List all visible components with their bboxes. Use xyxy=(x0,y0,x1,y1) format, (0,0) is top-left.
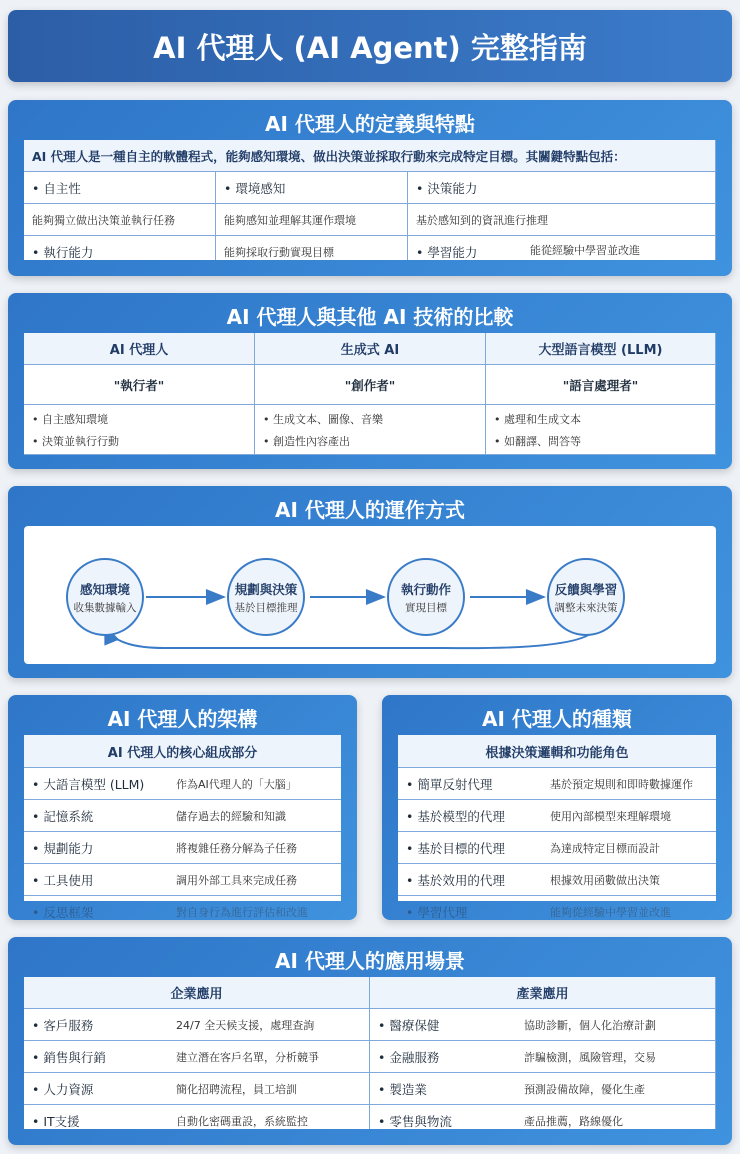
item-name: • 大語言模型 (LLM) xyxy=(32,776,145,792)
item-description: 調用外部工具來完成任務 xyxy=(176,873,297,887)
item-description: 為達成特定目標而設計 xyxy=(550,841,660,855)
section-heading: AI 代理人的架構 xyxy=(107,707,258,731)
workflow-step-subtitle: 調整未來決策 xyxy=(554,601,618,614)
table-subheading: 根據決策邏輯和功能角色 xyxy=(398,735,716,768)
list-item xyxy=(24,800,341,832)
application-name: • 零售與物流 xyxy=(378,1113,452,1129)
item-name: • 反思框架 xyxy=(32,905,94,920)
application-item xyxy=(370,1073,716,1105)
comparison-role: "執行者" xyxy=(24,365,255,405)
workflow-step-subtitle: 實現目標 xyxy=(405,601,447,614)
item-description: 作為AI代理人的「大腦」 xyxy=(176,777,297,791)
workflow-step xyxy=(547,558,625,636)
feature-description: 能夠獨立做出決策並執行任務 xyxy=(24,204,216,236)
item-name: • 基於模型的代理 xyxy=(406,808,505,824)
feature-description: 基於感知到的資訊進行推理 xyxy=(408,204,716,236)
list-item xyxy=(24,896,341,928)
list-item xyxy=(398,896,716,928)
item-description: 將複雜任務分解為子任務 xyxy=(176,841,297,855)
workflow-section xyxy=(8,486,732,678)
application-item xyxy=(24,1009,370,1041)
application-description: 預測設備故障，優化生產 xyxy=(524,1082,645,1096)
item-name: • 學習代理 xyxy=(406,905,468,920)
application-description: 詐騙檢測，風險管理，交易 xyxy=(524,1050,656,1064)
workflow-step-title: 反饋與學習 xyxy=(554,581,618,597)
feature-name: • 學習能力 xyxy=(408,236,716,260)
application-name: • 製造業 xyxy=(378,1081,427,1097)
item-description: 能夠從經驗中學習並改進 xyxy=(550,906,671,919)
workflow-step-subtitle: 收集數據輸入 xyxy=(73,601,137,614)
list-item xyxy=(398,832,716,864)
workflow-step-subtitle: 基於目標推理 xyxy=(234,601,298,614)
feature-description: 能夠感知並理解其運作環境 xyxy=(216,204,408,236)
application-description: 24/7 全天候支援，處理查詢 xyxy=(176,1018,315,1032)
application-description: 建立潛在客戶名單，分析競爭 xyxy=(176,1050,319,1064)
applications-section xyxy=(8,937,732,1145)
comparison-column-header: 生成式 AI xyxy=(255,333,486,365)
architecture-table xyxy=(24,735,341,920)
comparison-points xyxy=(486,405,716,455)
workflow-step xyxy=(387,558,465,636)
item-description: 儲存過去的經驗和知識 xyxy=(176,809,286,823)
section-heading: AI 代理人的種類 xyxy=(482,707,632,731)
comparison-point: • 創造性內容產出 xyxy=(263,434,350,448)
item-name: • 簡單反射代理 xyxy=(406,776,493,792)
workflow-step-title: 規劃與決策 xyxy=(234,581,298,597)
item-name: • 記憶系統 xyxy=(32,808,94,824)
comparison-points xyxy=(24,405,255,455)
architecture-section xyxy=(8,695,357,920)
comparison-points xyxy=(255,405,486,455)
application-name: • 醫療保健 xyxy=(378,1017,440,1033)
comparison-point: • 如翻譯、問答等 xyxy=(494,434,581,448)
list-item xyxy=(398,864,716,896)
feature-name: • 執行能力 xyxy=(24,236,216,260)
section-heading: AI 代理人的定義與特點 xyxy=(265,112,475,136)
page-title: AI 代理人 (AI Agent) 完整指南 xyxy=(8,10,732,82)
section-heading: AI 代理人的運作方式 xyxy=(275,498,465,522)
definition-section xyxy=(8,100,732,276)
workflow-step xyxy=(66,558,144,636)
applications-table xyxy=(24,977,716,1129)
list-item xyxy=(24,864,341,896)
list-item xyxy=(398,768,716,800)
item-description: 基於預定規則和即時數據運作 xyxy=(550,777,693,791)
comparison-column-header: AI 代理人 xyxy=(24,333,255,365)
application-column-header: 企業應用 xyxy=(24,977,370,1009)
item-description: 使用內部模型來理解環境 xyxy=(550,809,671,823)
application-item xyxy=(24,1073,370,1105)
list-item xyxy=(24,768,341,800)
item-name: • 基於目標的代理 xyxy=(406,840,505,856)
application-item xyxy=(370,1009,716,1041)
comparison-role: "創作者" xyxy=(255,365,486,405)
application-item xyxy=(24,1105,370,1129)
workflow-step xyxy=(227,558,305,636)
types-table xyxy=(398,735,716,920)
item-description: 對自身行為進行評估和改進 xyxy=(176,906,308,919)
application-item xyxy=(24,1041,370,1073)
item-description: 根據效用函數做出決策 xyxy=(550,873,660,887)
application-item xyxy=(370,1041,716,1073)
types-section xyxy=(382,695,732,920)
workflow-step-title: 感知環境 xyxy=(79,581,130,597)
definition-table xyxy=(24,140,716,260)
application-item xyxy=(370,1105,716,1129)
application-description: 產品推薦，路線優化 xyxy=(524,1114,623,1128)
application-name: • IT支援 xyxy=(32,1113,80,1129)
comparison-column-header: 大型語言模型 (LLM) xyxy=(486,333,716,365)
list-item xyxy=(398,800,716,832)
application-column-header: 產業應用 xyxy=(370,977,716,1009)
application-name: • 銷售與行銷 xyxy=(32,1049,106,1065)
application-description: 簡化招聘流程，員工培訓 xyxy=(176,1082,297,1096)
definition-intro: AI 代理人是一種自主的軟體程式，能夠感知環境、做出決策並採取行動來完成特定目標。其關鍵特點包括： xyxy=(24,140,716,172)
feature-name: • 環境感知 xyxy=(216,172,408,204)
workflow-diagram xyxy=(24,526,716,664)
comparison-point: • 處理和生成文本 xyxy=(494,412,581,426)
comparison-section xyxy=(8,293,732,469)
list-item xyxy=(24,832,341,864)
comparison-role: "語言處理者" xyxy=(486,365,716,405)
table-body xyxy=(24,735,341,901)
feature-description: 能從經驗中學習並改進 xyxy=(530,244,640,257)
comparison-table xyxy=(24,333,716,455)
workflow-step-title: 執行動作 xyxy=(400,581,451,597)
application-name: • 金融服務 xyxy=(378,1049,440,1065)
feature-name: • 自主性 xyxy=(24,172,216,204)
comparison-point: • 決策並執行行動 xyxy=(32,434,119,448)
application-description: 自動化密碼重設，系統監控 xyxy=(176,1114,308,1128)
section-heading: AI 代理人與其他 AI 技術的比較 xyxy=(226,305,514,329)
application-name: • 人力資源 xyxy=(32,1081,94,1097)
application-name: • 客戶服務 xyxy=(32,1017,94,1033)
item-name: • 規劃能力 xyxy=(32,840,94,856)
section-heading: AI 代理人的應用場景 xyxy=(275,949,465,973)
comparison-point: • 生成文本、圖像、音樂 xyxy=(263,412,383,426)
feature-name: • 決策能力 xyxy=(408,172,716,204)
feature-description: 能夠採取行動實現目標 xyxy=(216,236,408,260)
table-body xyxy=(398,735,716,901)
application-description: 協助診斷，個人化治療計劃 xyxy=(524,1018,656,1032)
feedback-arrow xyxy=(105,626,595,648)
item-name: • 基於效用的代理 xyxy=(406,872,505,888)
table-subheading: AI 代理人的核心組成部分 xyxy=(24,735,341,768)
comparison-point: • 自主感知環境 xyxy=(32,412,108,426)
item-name: • 工具使用 xyxy=(32,872,94,888)
